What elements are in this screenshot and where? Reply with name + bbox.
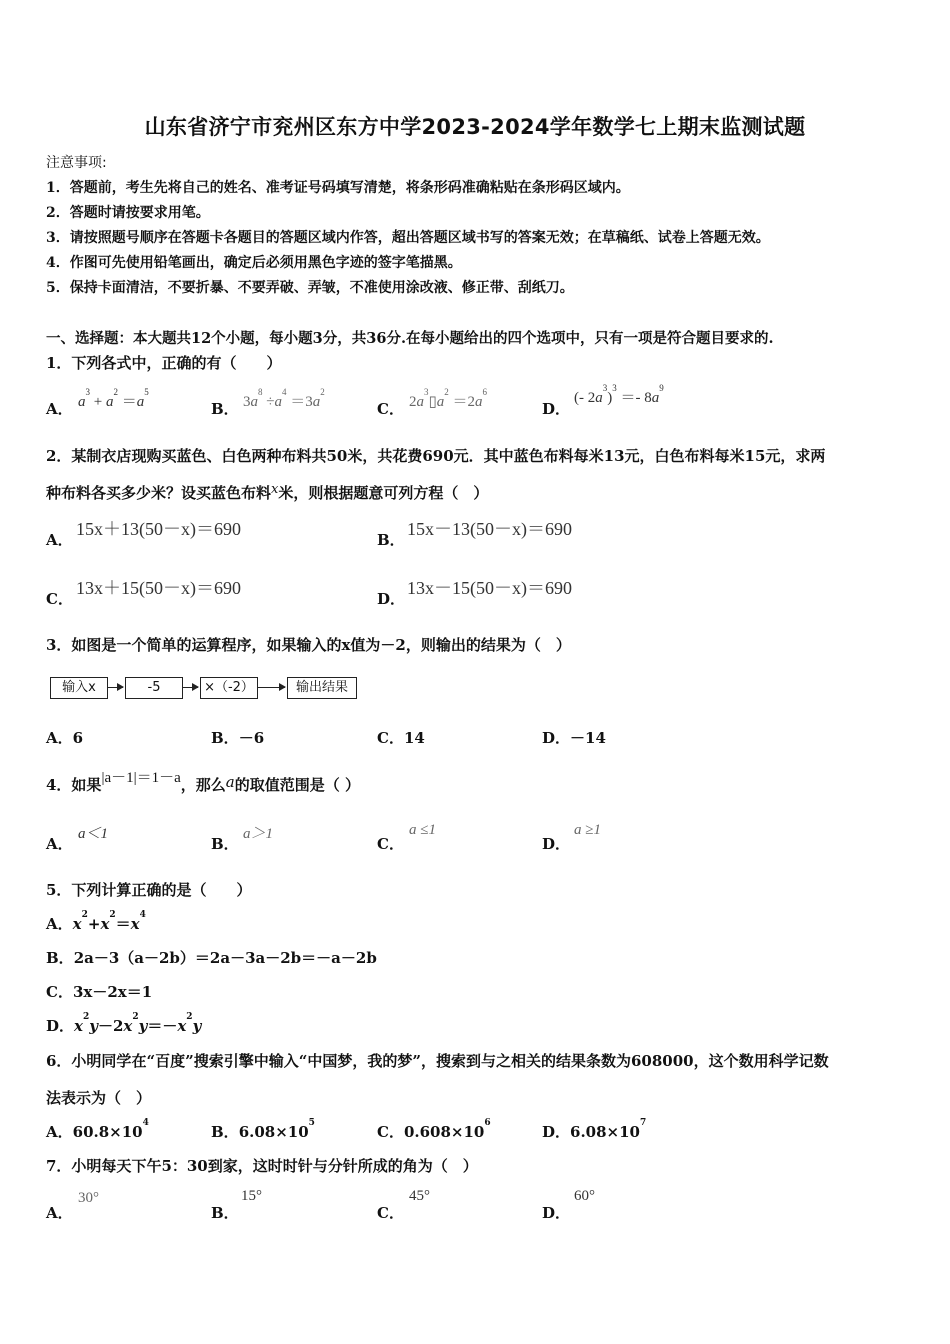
option-value: 14 [403,729,425,747]
flow-arrow [182,687,198,688]
notice-item: 2．答题时请按要求用笔。 [46,205,210,221]
question-3-stem: 3．如图是一个简单的运算程序，如果输入的x值为－2，则输出的结果为（ ） [46,636,571,654]
option-label: A． [46,915,73,933]
question-6-stem: 6．小明同学在“百度”搜索引擎中输入“中国梦，我的梦”，搜索到与之相关的结果条数为608000，这个数用科学记数 [46,1052,829,1070]
option-value: －6 [238,729,265,747]
q7-option-d-value: 60° [574,1188,595,1204]
question-1-stem: 1．下列各式中，正确的有（ ） [46,354,282,372]
notice-item: 3．请按照题号顺序在答题卡各题目的答题区域内作答，超出答题区域书写的答案无效；在草稿纸、试卷上答题无效。 [46,230,770,246]
q4-option-a-expr: a＜1 [78,826,109,842]
question-5-stem: 5．下列计算正确的是（ ） [46,881,252,899]
q2-option-c-expr: 13x＋15(50－x)＝690 [76,578,241,598]
question-2-stem: 2．某制衣店现购买蓝色、白色两种布料共50米，共花费690元．其中蓝色布料每米13元，白色布料每米15元，求两 [46,447,826,465]
q3-option-a [46,727,83,748]
option-label: A． [46,729,73,747]
q4-option-a-label: A． [46,835,73,853]
q1-option-b-label: B． [211,400,239,418]
option-label: C． [377,729,404,747]
option-label: D． [542,729,571,747]
question-7-stem: 7．小明每天下午5：30到家，这时时针与分针所成的角为（ ） [46,1157,478,1175]
q1-option-c-expr: $2a^3▯a^2 =2a^6$ [409,387,488,410]
q7-option-d-label: D． [542,1204,571,1222]
q2-option-b-expr: 15x－13(50－x)＝690 [407,519,572,539]
q5-option-a: A．$x^2+x^2=x^4$ [46,910,146,933]
q4-variable: a [225,773,235,791]
option-label: D． [46,1017,75,1035]
q2-text: 米，则根据题意可列方程（ ） [278,484,489,502]
notice-heading: 注意事项: [46,155,107,171]
q2-option-d-label: D． [377,590,406,608]
q4-option-b-expr: a＞1 [243,826,274,842]
q7-option-c-label: C． [377,1204,404,1222]
q1-option-d-expr: (- $2a^3)^3 =- 8a^9$ [574,383,664,406]
q4-option-c-expr: a ≤1 [409,822,436,838]
option-label: A． [46,1123,73,1141]
q4-expr: |a－1|＝1－a [101,770,181,786]
option-label: B． [211,1123,239,1141]
flow-output-box: 输出结果 [287,677,357,699]
notice-item: 5．保持卡面清洁，不要折暴、不要弄破、弄皱，不准使用涂改液、修正带、刮纸刀。 [46,280,574,296]
option-label: D． [542,1123,571,1141]
q6-option-b: B．$6.08\times 10^5$ [211,1118,315,1141]
question-2-stem-cont [46,482,488,503]
q6-option-a: A．$60.8\times 10^4$ [46,1118,149,1141]
flow-arrow [107,687,123,688]
notice-item: 4．作图可先使用铅笔画出，确定后必须用黑色字迹的签字笔描黑。 [46,255,462,271]
q3-option-c [377,727,425,748]
q4-option-d-label: D． [542,835,571,853]
q5-option-d: D．$x^2y-2x^2y=-x^2y$ [46,1012,202,1035]
option-value: 2a－3（a－2b）＝2a－3a－2b＝－a－2b [73,949,377,967]
q2-option-a-label: A． [46,531,73,549]
page-title: 山东省济宁市兖州区东方中学2023-2024学年数学七上期末监测试题 [144,115,806,139]
q2-option-d-expr: 13x－15(50－x)＝690 [407,578,572,598]
option-label: C． [46,983,73,1001]
question-4-stem [46,770,360,795]
q2-option-b-label: B． [377,531,405,549]
q1-option-b-expr: $3a^8 \div a^4 =3a^2$ [243,387,325,410]
option-label: B． [211,729,239,747]
q5-option-b [46,947,377,968]
q2-option-c-label: C． [46,590,73,608]
option-value: 3x－2x＝1 [72,983,153,1001]
q1-option-d-label: D． [542,400,571,418]
q4-text: 的取值范围是（ ） [234,776,360,794]
q4-text: 4．如果 [46,776,102,794]
flow-input-box: 输入x [50,677,108,699]
q1-option-a-expr: $a^3 + a^2 =a^5$ [78,387,149,410]
q7-option-c-value: 45° [409,1188,430,1204]
option-value: －14 [570,729,606,747]
q4-text: ，那么 [180,776,226,794]
flow-arrow [257,687,285,688]
flow-step-box: -5 [125,677,183,699]
q5-option-c [46,981,152,1002]
q2-text: 种布料各买多少米？设买蓝色布料 [46,484,272,502]
option-value: 6 [72,729,84,747]
q7-option-b-label: B． [211,1204,239,1222]
q2-variable: x [271,482,279,497]
q6-option-c: C．$0.608\times 10^6$ [377,1118,491,1141]
option-label: B． [46,949,74,967]
q3-option-b [211,727,264,748]
q1-option-c-label: C． [377,400,404,418]
option-label: C． [377,1123,404,1141]
q4-option-c-label: C． [377,835,404,853]
flow-step-box: ×（-2） [200,677,258,699]
q1-option-a-label: A． [46,400,73,418]
q7-option-b-value: 15° [241,1188,262,1204]
q4-option-b-label: B． [211,835,239,853]
q7-option-a-label: A． [46,1204,73,1222]
question-6-stem-cont: 法表示为（ ） [46,1089,152,1107]
q6-option-d: D．$6.08\times 10^7$ [542,1118,647,1141]
q2-option-a-expr: 15x＋13(50－x)＝690 [76,519,241,539]
section-heading: 一、选择题：本大题共12个小题，每小题3分，共36分.在每小题给出的四个选项中，只有一项是符合题目要求的. [46,330,774,347]
notice-item: 1．答题前，考生先将自己的姓名、准考证号码填写清楚，将条形码准确粘贴在条形码区域内。 [46,180,630,196]
q7-option-a-value: 30° [78,1190,99,1206]
q4-option-d-expr: a ≥1 [574,822,601,838]
q3-option-d [542,727,606,748]
